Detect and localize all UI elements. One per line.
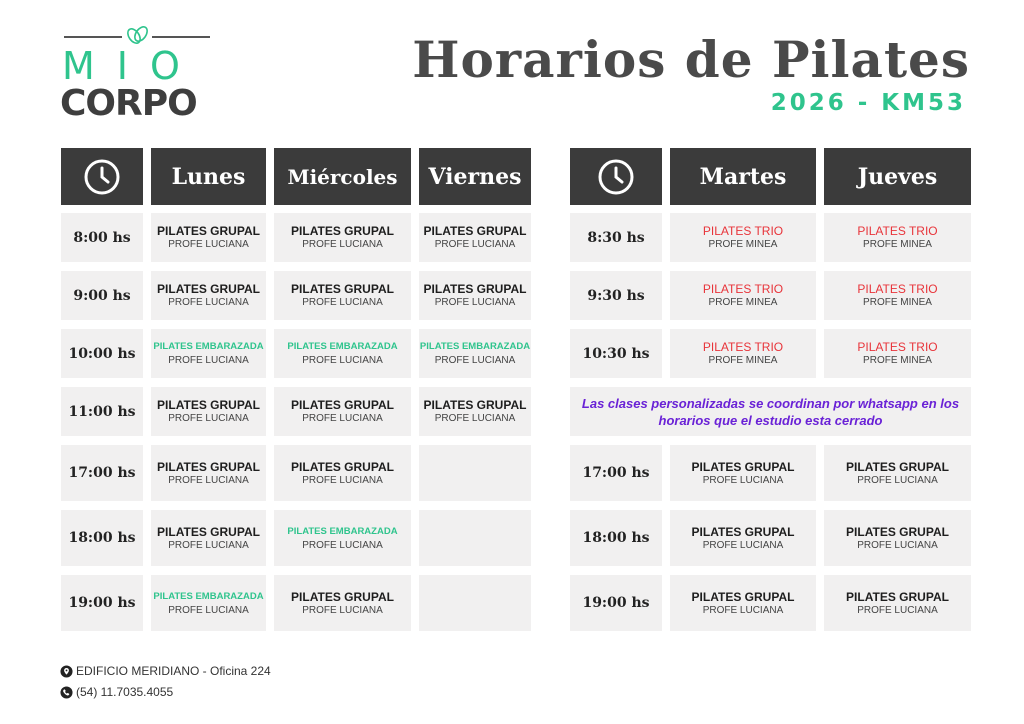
class-teacher: PROFE LUCIANA (434, 355, 516, 366)
class-teacher: PROFE LUCIANA (168, 355, 249, 366)
time-label: 18:00 hs (582, 530, 650, 546)
schedule-cell (824, 510, 971, 566)
class-teacher: PROFE MINEA (863, 239, 932, 250)
class-teacher: PROFE LUCIANA (434, 239, 516, 250)
class-teacher: PROFE LUCIANA (702, 474, 784, 486)
class-name: PILATES TRIO (702, 340, 784, 354)
class-name: PILATES GRUPAL (846, 459, 949, 474)
class-name: PILATES GRUPAL (423, 224, 527, 238)
schedule-cell (274, 510, 411, 566)
time-label: 8:00 hs (73, 229, 131, 246)
class-teacher: PROFE MINEA (708, 297, 778, 308)
class-name: PILATES GRUPAL (291, 224, 394, 238)
class-name: PILATES GRUPAL (423, 282, 527, 296)
class-name: PILATES EMBARAZADA (287, 525, 398, 537)
schedule-cell (274, 575, 411, 631)
class-name: PILATES TRIO (857, 282, 938, 296)
personalized-classes-note: Las clases personalizadas se coordinan por whatsapp en los horarios que el estudio esta cerrado (570, 387, 971, 436)
class-teacher: PROFE LUCIANA (302, 474, 383, 486)
class-teacher: PROFE MINEA (708, 239, 778, 250)
time-cell (61, 213, 143, 262)
time-label: 17:00 hs (582, 465, 650, 481)
class-name: PILATES GRUPAL (157, 282, 260, 296)
schedule-cell (670, 445, 816, 501)
class-teacher: PROFE LUCIANA (168, 474, 249, 486)
day-header: Lunes (151, 148, 266, 205)
class-name: PILATES EMBARAZADA (287, 341, 398, 352)
class-teacher: PROFE LUCIANA (168, 413, 249, 424)
time-cell (61, 329, 143, 378)
footer-phone (60, 685, 173, 699)
schedule-cell (274, 213, 411, 262)
class-teacher: PROFE LUCIANA (302, 413, 383, 424)
logo-top-text: MIO (62, 44, 202, 88)
class-name: PILATES GRUPAL (157, 524, 260, 539)
day-header: Jueves (824, 148, 971, 205)
schedule-cell (151, 445, 266, 501)
class-name: PILATES GRUPAL (691, 459, 795, 474)
class-teacher: PROFE LUCIANA (302, 355, 383, 366)
time-cell (570, 575, 662, 631)
time-header-left (61, 148, 143, 205)
class-teacher: PROFE LUCIANA (168, 539, 249, 551)
class-name: PILATES GRUPAL (157, 459, 260, 474)
schedule-cell (419, 445, 531, 501)
class-teacher: PROFE LUCIANA (857, 474, 938, 486)
class-name: PILATES GRUPAL (691, 589, 795, 604)
logo-line-right (152, 36, 210, 38)
schedule-cell (824, 329, 971, 378)
class-teacher: PROFE LUCIANA (857, 604, 938, 616)
address-text: EDIFICIO MERIDIANO - Oficina 224 (76, 664, 271, 678)
time-label: 10:00 hs (68, 345, 136, 362)
schedule-cell (670, 575, 816, 631)
class-name: PILATES GRUPAL (291, 282, 394, 296)
class-name: PILATES GRUPAL (157, 224, 260, 238)
class-teacher: PROFE MINEA (708, 355, 778, 366)
class-name: PILATES GRUPAL (423, 398, 527, 412)
schedule-cell (824, 271, 971, 320)
class-name: PILATES TRIO (702, 282, 784, 296)
schedule-cell (670, 510, 816, 566)
class-name: PILATES EMBARAZADA (153, 590, 264, 602)
schedule-cell (670, 329, 816, 378)
time-cell (61, 387, 143, 436)
schedule-cell (419, 213, 531, 262)
class-teacher: PROFE LUCIANA (302, 604, 383, 616)
schedule-cell (274, 271, 411, 320)
phone-text: (54) 11.7035.4055 (76, 685, 174, 699)
logo-line-left (64, 36, 122, 38)
class-name: PILATES GRUPAL (291, 459, 394, 474)
class-teacher: PROFE LUCIANA (702, 604, 784, 616)
schedule-cell (824, 575, 971, 631)
class-name: PILATES GRUPAL (846, 589, 949, 604)
time-cell (570, 329, 662, 378)
time-cell (61, 271, 143, 320)
schedule-cell (274, 387, 411, 436)
class-teacher: PROFE LUCIANA (168, 604, 249, 616)
phone-icon (60, 686, 73, 699)
schedule-cell (824, 445, 971, 501)
time-cell (570, 213, 662, 262)
class-teacher: PROFE LUCIANA (857, 539, 938, 551)
class-teacher: PROFE MINEA (863, 355, 932, 366)
schedule-cell (151, 271, 266, 320)
location-pin-icon (60, 665, 73, 678)
class-name: PILATES GRUPAL (291, 589, 394, 604)
footer-address (60, 664, 271, 678)
time-label: 11:00 hs (68, 403, 136, 420)
day-header: Martes (670, 148, 816, 205)
schedule-cell (824, 213, 971, 262)
schedule-cell (419, 271, 531, 320)
class-name: PILATES TRIO (702, 224, 784, 238)
time-label: 9:00 hs (73, 287, 131, 304)
class-teacher: PROFE LUCIANA (702, 539, 784, 551)
class-name: PILATES GRUPAL (291, 398, 394, 412)
leaf-icon (126, 24, 150, 46)
time-cell (570, 271, 662, 320)
class-teacher: PROFE LUCIANA (302, 239, 383, 250)
day-header: Viernes (419, 148, 531, 205)
class-name: PILATES GRUPAL (846, 524, 949, 539)
clock-icon (83, 158, 121, 196)
class-name: PILATES EMBARAZADA (153, 341, 264, 352)
class-name: PILATES TRIO (857, 340, 938, 354)
time-label: 19:00 hs (68, 595, 136, 611)
time-label: 18:00 hs (68, 530, 136, 546)
class-teacher: PROFE LUCIANA (302, 539, 383, 551)
time-cell (61, 510, 143, 566)
class-name: PILATES TRIO (857, 224, 938, 238)
time-label: 17:00 hs (68, 465, 136, 481)
class-teacher: PROFE LUCIANA (434, 297, 516, 308)
time-cell (570, 510, 662, 566)
schedule-cell (274, 329, 411, 378)
class-name: PILATES GRUPAL (691, 524, 795, 539)
schedule-cell (419, 387, 531, 436)
time-cell (61, 575, 143, 631)
schedule-cell (151, 213, 266, 262)
time-label: 10:30 hs (582, 345, 650, 362)
schedule-cell (151, 510, 266, 566)
schedule-cell (670, 213, 816, 262)
time-header-right (570, 148, 662, 205)
time-label: 19:00 hs (582, 595, 650, 611)
class-teacher: PROFE LUCIANA (168, 297, 249, 308)
schedule-cell (151, 575, 266, 631)
time-cell (570, 445, 662, 501)
time-cell (61, 445, 143, 501)
schedule-cell (274, 445, 411, 501)
schedule-cell (419, 329, 531, 378)
class-name: PILATES GRUPAL (157, 398, 260, 412)
schedule-cell (670, 271, 816, 320)
class-teacher: PROFE LUCIANA (434, 413, 516, 424)
schedule-cell (151, 329, 266, 378)
page-title: Horarios de Pilates (412, 30, 970, 89)
clock-icon (597, 158, 635, 196)
logo-bottom-text: CORPO (60, 83, 197, 124)
time-label: 8:30 hs (587, 229, 645, 246)
class-teacher: PROFE LUCIANA (168, 239, 249, 250)
page-subtitle: 2026 - KM53 (770, 90, 966, 116)
day-header: Miércoles (274, 148, 411, 205)
class-teacher: PROFE MINEA (863, 297, 932, 308)
brand-logo (60, 24, 215, 124)
time-label: 9:30 hs (587, 287, 645, 304)
class-teacher: PROFE LUCIANA (302, 297, 383, 308)
schedule-cell (419, 575, 531, 631)
schedule-cell (419, 510, 531, 566)
class-name: PILATES EMBARAZADA (419, 341, 531, 352)
schedule-cell (151, 387, 266, 436)
